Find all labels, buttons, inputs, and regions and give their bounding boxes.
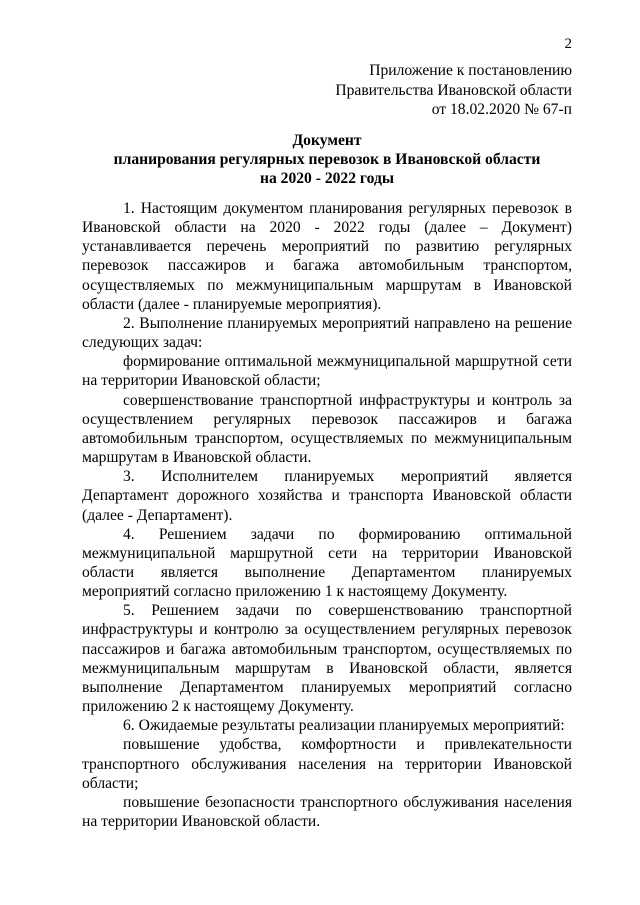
paragraph: 5. Решением задачи по совершенствованию транспортной инфраструктуры и контролю за осуществлением регулярных перевозок пассажиров и багажа автомобильным транспортом, осуществляемых по межмуниципальным маршрутам в Ивановской области, является выполнение Департаментом планируемых мероприятий согласно приложению 2 к настоящему Документу. [82,602,572,716]
paragraph: 2. Выполнение планируемых мероприятий направлено на решение следующих задач: [82,314,572,352]
paragraph: 3. Исполнителем планируемых мероприятий является Департамент дорожного хозяйства и транспорта Ивановской области (далее - Департамент). [82,468,572,524]
paragraph: совершенствование транспортной инфраструктуры и контроль за осуществлением регулярных перевозок пассажиров и багажа автомобильным транспортом, осуществляемых по межмуниципальным маршрутам в Ивановской области. [82,391,572,467]
title-line: планирования регулярных перевозок в Ивановской области [113,151,541,168]
appendix-line: Правительства Ивановской области [335,81,572,99]
paragraph: повышение безопасности транспортного обслуживания населения на территории Ивановской области. [82,793,572,830]
title-line: Документ [292,132,362,149]
appendix-date-line: от 18.02.2020 № 67-п [431,101,572,118]
page-number: 2 [564,36,572,52]
paragraph: 6. Ожидаемые результаты реализации планируемых мероприятий: [123,717,565,735]
paragraph: 1. Настоящим документом планирования регулярных перевозок в Ивановской области на 2020 - 2022 годы (далее – Документ) устанавливается перечень мероприятий по развитию регулярных перевозок пассажиров и багажа автомобильным транспортом, осуществляемых по межмуниципальным маршрутам в Ивановской области (далее - планируемые мероприятия). [82,200,572,313]
paragraph: повышение удобства, комфортности и привлекательности транспортного обслуживания населения на территории Ивановской области; [82,736,572,792]
paragraph: формирование оптимальной межмуниципальной маршрутной сети на территории Ивановской области; [82,353,572,390]
title-line: на 2020 - 2022 годы [259,170,395,187]
paragraph: 4. Решением задачи по формированию оптимальной межмуниципальной маршрутной сети на территории Ивановской области является выполнение Департаментом планируемых мероприятий согласно приложению 1 к настоящему Документу. [82,525,572,601]
appendix-header [272,61,572,120]
document-title [82,131,572,188]
document-body [82,199,572,831]
appendix-line: Приложение к постановлению [369,62,572,79]
